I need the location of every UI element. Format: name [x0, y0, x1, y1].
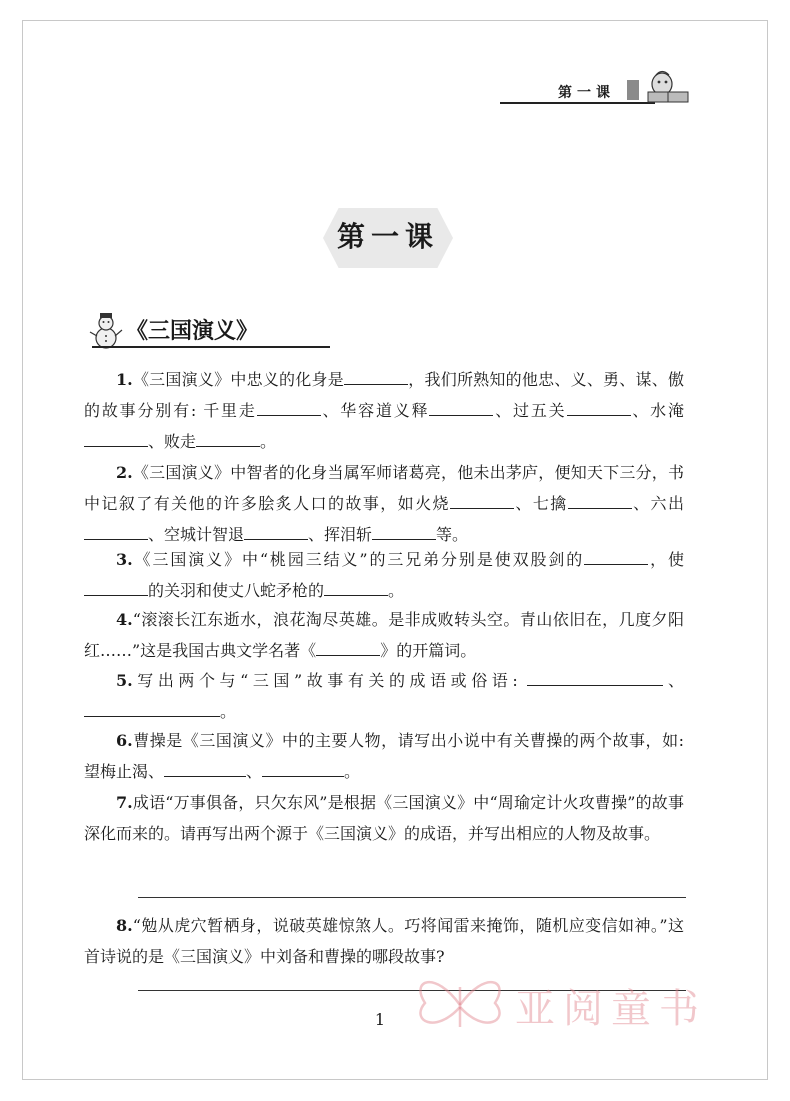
answer-blank[interactable] — [84, 576, 148, 596]
answer-blank[interactable] — [257, 396, 321, 416]
question-3: 3.《三国演义》中“桃园三结义”的三兄弟分别是使双股剑的 ，使的关羽和使丈八蛇矛枪的 。 — [84, 544, 684, 606]
question-number: 4. — [116, 610, 133, 629]
answer-blank[interactable] — [84, 697, 220, 717]
answer-blank[interactable] — [527, 666, 663, 686]
running-header — [500, 70, 700, 110]
section-rule — [92, 346, 330, 348]
question-number: 7. — [116, 793, 133, 812]
answer-blank[interactable] — [584, 545, 648, 565]
answer-blank[interactable] — [429, 396, 493, 416]
answer-blank[interactable] — [164, 757, 246, 777]
answer-blank[interactable] — [84, 520, 148, 540]
answer-line[interactable] — [138, 897, 686, 898]
question-number: 5. — [116, 671, 133, 690]
answer-blank[interactable] — [316, 636, 380, 656]
question-number: 1. — [116, 370, 133, 389]
header-rule — [500, 102, 655, 104]
question-1: 1.《三国演义》中忠义的化身是 ，我们所熟知的他忠、义、勇、谋、傲的故事分别有: 千里走 、华容道义释 、过五关 、水淹、败走 。 — [84, 364, 684, 457]
question-7: 7.成语“万事俱备，只欠东风”是根据《三国演义》中“周瑜定计火攻曹操”的故事深化而来的。请再写出两个源于《三国演义》的成语，并写出相应的人物及故事。 — [84, 793, 684, 843]
running-title: 第一课 — [558, 85, 615, 101]
question-number: 8. — [116, 916, 133, 935]
question-6: 6.曹操是《三国演义》中的主要人物，请写出小说中有关曹操的两个故事，如: 望梅止渴、 、 。 — [84, 731, 684, 781]
answer-blank[interactable] — [344, 365, 408, 385]
page-number: 1 — [374, 1010, 386, 1029]
question-number: 2. — [116, 463, 133, 482]
answer-blank[interactable] — [262, 757, 344, 777]
question-5: 5.写出两个与“三国”故事有关的成语或俗语: 、。 — [84, 665, 684, 727]
question-4: 4.“滚滚长江东逝水，浪花淘尽英雄。是非成败转头空。青山依旧在，几度夕阳红……”这是我国古典文学名著《 》的开篇词。 — [84, 610, 684, 660]
header-bar — [627, 80, 639, 100]
answer-blank[interactable] — [324, 576, 388, 596]
answer-blank[interactable] — [196, 427, 260, 447]
watermark — [405, 965, 745, 1045]
butterfly-icon — [405, 965, 515, 1045]
answer-blank[interactable] — [567, 396, 631, 416]
question-number: 3. — [116, 550, 133, 569]
answer-blank[interactable] — [568, 489, 632, 509]
answer-blank[interactable] — [244, 520, 308, 540]
section-title: 《三国演义》 — [126, 319, 259, 344]
section-heading — [86, 308, 686, 352]
question-8: 8.“勉从虎穴暂栖身，说破英雄惊煞人。巧将闻雷来掩饰，随机应变信如神。”这首诗说的是《三国演义》中刘备和曹操的哪段故事? — [84, 916, 684, 966]
answer-blank[interactable] — [372, 520, 436, 540]
answer-blank[interactable] — [450, 489, 514, 509]
question-2: 2.《三国演义》中智者的化身当属军师诸葛亮，他未出茅庐，便知天下三分，书中记叙了有关他的许多脍炙人口的故事，如火烧 、七擒 、六出、空城计智退 、挥泪斩 等。 — [84, 463, 684, 544]
watermark-text: 亚阅童书 — [515, 986, 707, 1032]
lesson-title: 第一课 — [336, 220, 439, 253]
question-number: 6. — [116, 731, 133, 750]
reading-child-icon — [642, 70, 692, 104]
answer-blank[interactable] — [84, 427, 148, 447]
